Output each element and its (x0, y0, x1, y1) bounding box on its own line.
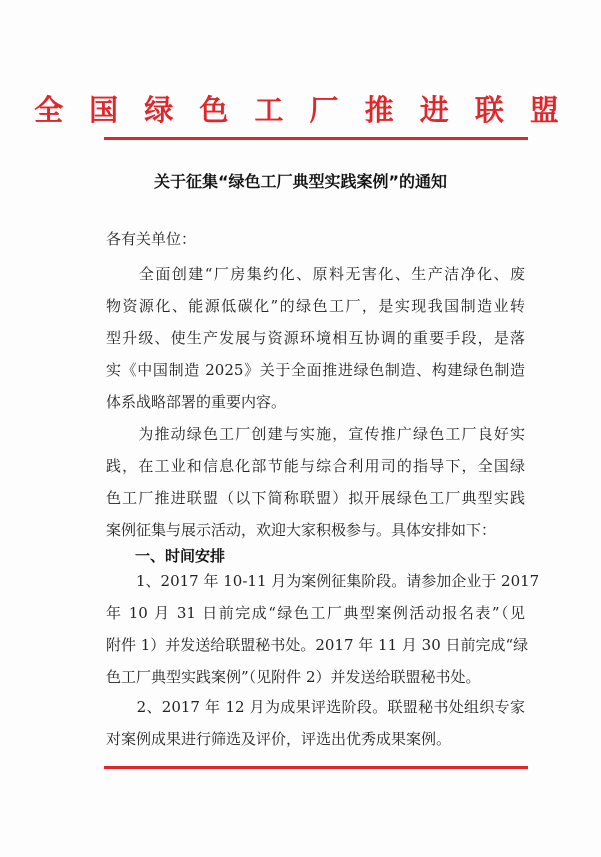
paragraph-line: 全面创建“厂房集约化、原料无害化、生产洁净化、废 (106, 265, 525, 283)
footer-divider (104, 766, 528, 769)
paragraph-line: 色工厂推进联盟（以下简称联盟）拟开展绿色工厂典型实践 (106, 489, 525, 507)
schedule-item-1 (106, 565, 540, 693)
paragraph-line: 践，在工业和信息化部节能与综合利用司的指导下，全国绿 (106, 457, 525, 475)
schedule-item-2 (106, 691, 525, 755)
section-heading: 一、时间安排 (135, 547, 226, 565)
paragraph-line: 物资源化、能源低碳化”的绿色工厂，是实现我国制造业转 (106, 297, 525, 315)
paragraph-line: 实《中国制造 2025》关于全面推进绿色制造、构建绿色制造 (106, 361, 525, 379)
letterhead-title: 全 国 绿 色 工 厂 推 进 联 盟 (34, 93, 567, 127)
letterhead-divider (104, 137, 528, 140)
paragraph-purpose (106, 418, 525, 546)
paragraph-line: 案例征集与展示活动，欢迎大家积极参与。具体安排如下： (106, 521, 497, 539)
paragraph-line: 1、2017 年 10-11 月为案例征集阶段。请参加企业于 2017 (106, 572, 540, 590)
paragraph-line: 附件 1）并发送给联盟秘书处。2017 年 11 月 30 日前完成“绿 (106, 636, 529, 654)
paragraph-line: 型升级、使生产发展与资源环境相互协调的重要手段，是落 (106, 329, 525, 347)
paragraph-line: 体系战略部署的重要内容。 (106, 393, 287, 411)
paragraph-line: 色工厂典型实践案例”（见附件 2）并发送给联盟秘书处。 (106, 668, 481, 686)
paragraph-line: 年 10 月 31 日前完成“绿色工厂典型案例活动报名表”（见 (106, 604, 525, 622)
paragraph-intro (106, 258, 525, 418)
paragraph-line: 为推动绿色工厂创建与实施，宣传推广绿色工厂良好实 (106, 425, 525, 443)
notice-title: 关于征集“绿色工厂典型实践案例”的通知 (153, 172, 448, 191)
salutation: 各有关单位： (106, 230, 197, 248)
paragraph-line: 对案例成果进行筛选及评价，评选出优秀成果案例。 (106, 730, 452, 748)
paragraph-line: 2、2017 年 12 月为成果评选阶段。联盟秘书处组织专家 (106, 698, 525, 716)
